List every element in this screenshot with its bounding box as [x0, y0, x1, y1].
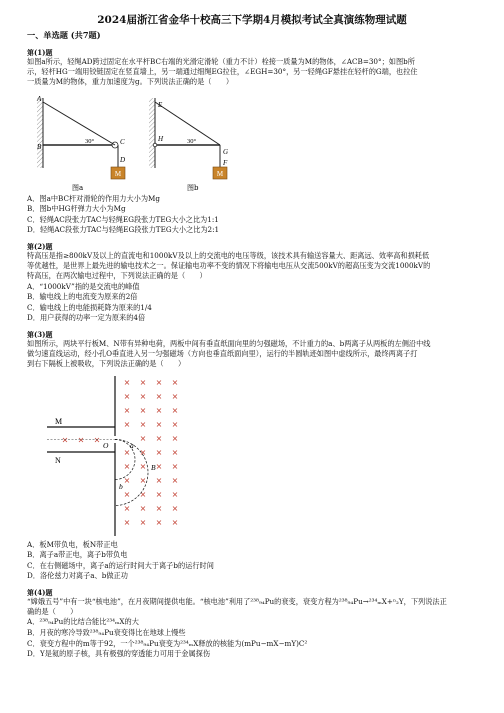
- field-cross-mark: ×: [171, 377, 179, 387]
- field-cross-mark: ×: [171, 489, 179, 499]
- field-cross-mark: ×: [171, 433, 179, 443]
- plate-label: M: [55, 416, 63, 426]
- field-cross-mark: ×: [155, 475, 163, 485]
- field-cross-mark: ×: [139, 517, 147, 527]
- field-cross-mark: ×: [123, 461, 131, 471]
- field-cross-mark: ×: [123, 447, 131, 457]
- q3-figure: [27, 372, 477, 540]
- field-cross-mark: ×: [139, 419, 147, 429]
- field-cross-mark: ×: [139, 433, 147, 443]
- field-cross-mark: ×: [171, 391, 179, 401]
- wall: [37, 98, 43, 168]
- point-label: E: [158, 100, 163, 109]
- field-cross-mark: ×: [139, 489, 147, 499]
- question-stem-line: 特高压是指≥800kV及以上的直流电和1000kV及以上的交流电的电压等级，该技术具有输送容量大、距离远、效率高和损耗低: [27, 250, 430, 260]
- field-cross-mark: ×: [155, 377, 163, 387]
- plate-label: N: [55, 455, 61, 465]
- field-cross-mark: ×: [123, 419, 131, 429]
- field-cross-mark: ×: [61, 435, 69, 445]
- angle-label: 30°: [187, 137, 197, 145]
- option-d[interactable]: D．洛伦兹力对离子a、b做正功: [27, 571, 128, 581]
- field-cross-mark: ×: [155, 489, 163, 499]
- field-cross-mark: ×: [171, 461, 179, 471]
- point-label: B: [37, 142, 42, 151]
- field-cross-mark: ×: [171, 475, 179, 485]
- field-cross-mark: ×: [155, 391, 163, 401]
- option-a[interactable]: A．²³⁸₉₄Pu的比结合能比²³⁴ₘX的大: [27, 617, 139, 627]
- hinge: [153, 143, 157, 147]
- question-number: 第(4)题: [27, 587, 53, 597]
- field-cross-mark: ×: [155, 461, 163, 471]
- point-label: H: [158, 134, 164, 143]
- field-cross-mark: ×: [155, 517, 163, 527]
- question-stem-line: 到右下隔板上被吸收，下列说法正确的是（ ）: [27, 359, 186, 369]
- caption-b: 图b: [187, 183, 199, 192]
- option-a[interactable]: A．板M带负电，板N带正电: [27, 539, 118, 549]
- question-number: 第(2)题: [27, 241, 53, 251]
- mass-label: M: [216, 169, 224, 178]
- question-1: [27, 48, 477, 236]
- option-b[interactable]: B．离子a带正电，离子b带负电: [27, 550, 128, 560]
- question-4: [27, 588, 477, 660]
- field-cross-mark: ×: [77, 435, 85, 445]
- field-cross-mark: ×: [171, 419, 179, 429]
- option-a[interactable]: A．图a中BC杆对滑轮的作用力大小为Mg: [27, 193, 160, 203]
- option-c[interactable]: C．轻绳AC段张力TAC与轻绳EG段张力TEG大小之比为1:1: [27, 214, 219, 224]
- field-cross-mark: ×: [155, 503, 163, 513]
- field-cross-mark: ×: [93, 435, 101, 445]
- point-label: G: [223, 147, 229, 156]
- wall: [149, 98, 155, 168]
- question-number: 第(3)题: [27, 329, 53, 339]
- section-title: 一、单选题 (共7题): [27, 30, 101, 40]
- field-cross-mark: ×: [155, 447, 163, 457]
- field-label: B: [151, 462, 156, 472]
- option-b[interactable]: B．图b中HG杆弹力大小为Mg: [27, 204, 126, 214]
- field-cross-mark: ×: [171, 405, 179, 415]
- field-cross-mark: ×: [123, 391, 131, 401]
- point-label: C: [120, 137, 125, 146]
- field-cross-mark: ×: [171, 503, 179, 513]
- option-d[interactable]: D．Y是氦的原子核，具有极强的穿透能力可用于金属探伤: [27, 649, 211, 659]
- field-cross-mark: ×: [155, 405, 163, 415]
- field-cross-mark: ×: [123, 405, 131, 415]
- field-cross-mark: ×: [171, 517, 179, 527]
- field-cross-mark: ×: [139, 447, 147, 457]
- field-cross-mark: ×: [123, 489, 131, 499]
- ion-label: b: [119, 481, 123, 491]
- rope-ac: [43, 102, 115, 145]
- field-cross-mark: ×: [155, 419, 163, 429]
- option-b[interactable]: B．月夜的寒冷导致²³⁸₉₄Pu衰变得比在地球上慢些: [27, 627, 186, 637]
- option-c[interactable]: C．衰变方程中的m等于92，一个²³⁸₉₄Pu衰变为²³⁴ₘX释放的核能为(mPu−mX−mY)C²: [27, 638, 308, 648]
- field-cross-mark: ×: [123, 517, 131, 527]
- option-d[interactable]: D．轻绳AC段张力TAC与轻绳EG段张力TEG大小之比为2:1: [27, 225, 220, 235]
- question-stem-line: 特高压，在两次输电过程中，下列说法正确的是（ ）: [27, 271, 207, 281]
- question-stem-line: 示，轻杆HG一端用铰链固定在竖直墙上，另一端通过细绳EG拉住，∠EGH=30°，另一轻绳GF悬挂在轻杆的G端，也拉住: [27, 67, 418, 77]
- field-cross-mark: ×: [123, 377, 131, 387]
- option-c[interactable]: C．在右侧磁场中，离子a的运行时间大于离子b的运行时间: [27, 560, 214, 570]
- question-number: 第(1)题: [27, 48, 53, 57]
- option-d[interactable]: D．用户获得的功率一定为原来的4倍: [27, 313, 146, 323]
- point-label: D: [120, 155, 126, 164]
- figure-a: [36, 95, 125, 192]
- q1-figure: [27, 92, 477, 194]
- figure-b: [149, 98, 228, 192]
- option-c[interactable]: C．输电线上的电能损耗降为原来的1/4: [27, 302, 152, 312]
- question-stem-line: 如图所示，两块平行板M、N带有异种电荷，两板中间有垂直纸面向里的匀强磁场，不计重力的a、b两离子从两板的左侧沿中线: [27, 338, 431, 348]
- field-cross-mark: ×: [155, 433, 163, 443]
- field-cross-mark: ×: [123, 475, 131, 485]
- field-cross-mark: ×: [123, 503, 131, 513]
- field-cross-mark: ×: [139, 405, 147, 415]
- field-cross-mark: ×: [139, 377, 147, 387]
- question-3: [27, 330, 477, 582]
- mass-label: M: [114, 169, 122, 178]
- question-stem-line: 做匀速直线运动，经小孔O垂直进入另一匀强磁场（方向也垂直纸面向里），运行的半圆轨迹如图中虚线所示，最终两离子打: [27, 349, 418, 359]
- question-stem-line: 确的是（ ）: [27, 607, 78, 617]
- point-label: F: [223, 158, 228, 167]
- question-stem-line: 如图a所示，轻绳AD跨过固定在水平杆BC右端的光滑定滑轮（重力不计）栓接一质量为M的物体，∠ACB=30°；如图b所: [27, 57, 415, 66]
- caption-a: 图a: [72, 183, 84, 192]
- field-cross-mark: ×: [139, 503, 147, 513]
- question-2: [27, 242, 477, 324]
- field-cross-mark: ×: [171, 447, 179, 457]
- angle-label: 30°: [85, 137, 95, 145]
- hole-label: O: [103, 440, 109, 450]
- question-stem-line: “嫦娥五号”中有一块“核电池”，在月夜期间提供电能。“核电池”利用了²³⁸₉₄Pu的衰变，衰变方程为²³⁸₉₄Pu→²³⁴ₘX+ⁿ₂Y，下列说法正: [27, 596, 447, 606]
- option-b[interactable]: B．输电线上的电流变为原来的2倍: [27, 292, 138, 302]
- field-cross-mark: ×: [139, 391, 147, 401]
- field-cross-mark: ×: [139, 475, 147, 485]
- question-stem-line: 等优越性，是世界上最先进的输电技术之一。保证输电功率不变的情况下将输电电压从交流500kV的超高压变为交流1000kV的: [27, 261, 431, 271]
- field-cross-mark: ×: [139, 461, 147, 471]
- ion-label: a: [130, 440, 134, 450]
- point-label: A: [37, 94, 42, 103]
- page-title: 2024届浙江省金华十校高三下学期4月模拟考试全真演练物理试题: [97, 14, 407, 26]
- question-stem-line: 一质量为M的物体，重力加速度为g。下列说法正确的是（ ）: [27, 77, 234, 87]
- option-a[interactable]: A．“1000kV”指的是交流电的峰值: [27, 281, 140, 291]
